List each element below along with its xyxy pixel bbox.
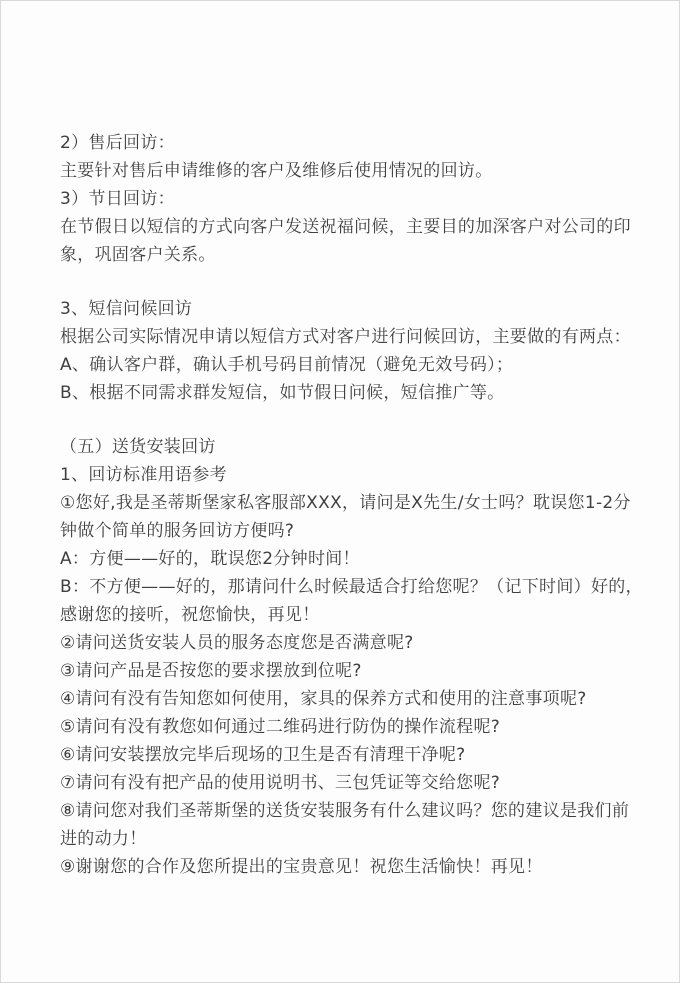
text-line: 象，巩固客户关系。 [60, 245, 216, 265]
text-line: ③请问产品是否按您的要求摆放到位呢? [60, 661, 362, 681]
blank-line [60, 407, 629, 433]
text-line: 主要针对售后申请维修的客户及维修后使用情况的回访。 [60, 161, 493, 181]
document-body [60, 129, 643, 881]
text-line: ⑦请问有没有把产品的使用说明书、三包凭证等交给您呢? [60, 773, 501, 793]
text-line: ⑤请问有没有教您如何通过二维码进行防伪的操作流程呢? [60, 717, 501, 737]
text-line: 3）节日回访： [60, 189, 175, 209]
text-line: 1、回访标准用语参考 [60, 465, 227, 485]
text-line: 2）售后回访： [60, 133, 175, 153]
text-line: 感谢您的接听，祝您愉快，再见！ [60, 605, 320, 625]
text-line: ⑨谢谢您的合作及您所提出的宝贵意见！祝您生活愉快！再见！ [60, 857, 543, 877]
text-line: ⑧请问您对我们圣蒂斯堡的送货安装服务有什么建议吗？您的建议是我们前 [60, 801, 630, 821]
text-line: ①您好,我是圣蒂斯堡家私客服部XXX，请问是X先生/女士吗？耽误您1-2分 [60, 493, 631, 513]
text-line: ⑥请问安装摆放完毕后现场的卫生是否有清理干净呢? [60, 745, 466, 765]
text-line: 钟做个简单的服务回访方便吗? [60, 521, 295, 541]
text-line: A、确认客户群，确认手机号码目前情况（避免无效号码）； [60, 355, 514, 375]
text-line: （五）送货安装回访 [60, 437, 216, 457]
blank-line [60, 269, 629, 295]
text-line: A：方便——好的，耽误您2分钟时间！ [60, 549, 360, 569]
text-line: 根据公司实际情况申请以短信方式对客户进行问候回访，主要做的有两点： [60, 327, 631, 347]
text-line: ②请问送货安装人员的服务态度您是否满意呢? [60, 633, 414, 653]
text-line: 3、短信问候回访 [60, 299, 193, 319]
text-line: B：不方便——好的，那请问什么时候最适合打给您呢？（记下时间）好的， [60, 577, 643, 597]
text-line: 进的动力！ [60, 829, 147, 849]
text-line: B、根据不同需求群发短信，如节假日问候，短信推广等。 [60, 383, 505, 403]
text-line: 在节假日以短信的方式向客户发送祝福问候，主要目的加深客户对公司的印 [60, 217, 631, 237]
text-line: ④请问有没有告知您如何使用，家具的保养方式和使用的注意事项呢? [60, 689, 587, 709]
